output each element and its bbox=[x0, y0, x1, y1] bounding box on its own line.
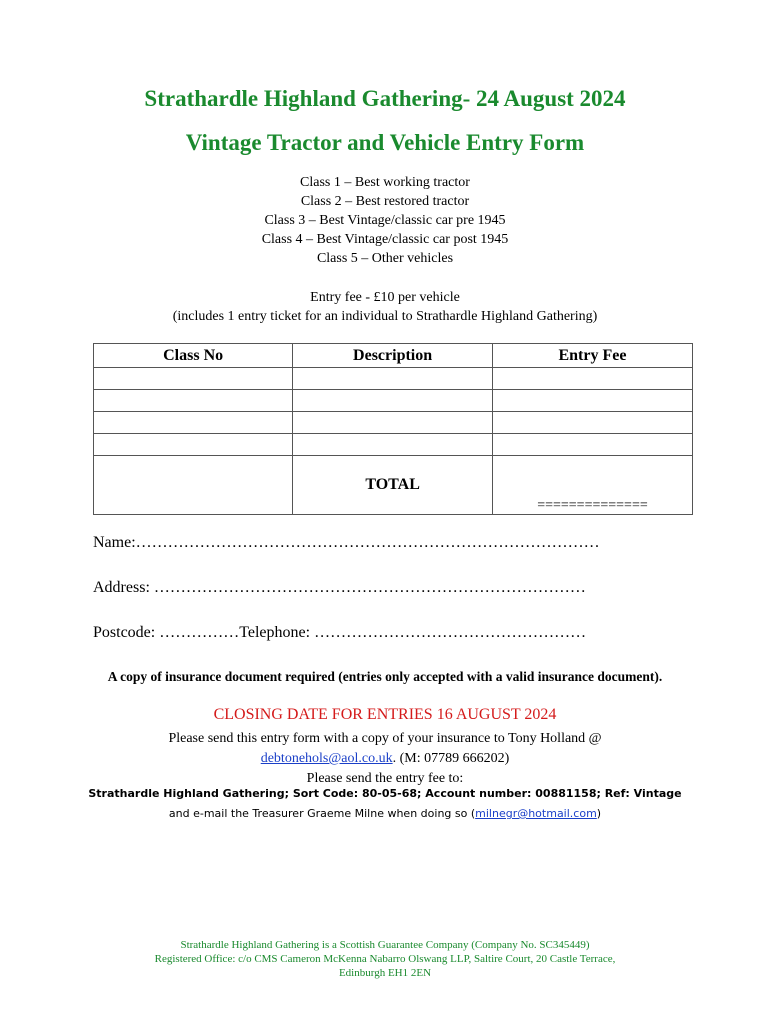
class-item: Class 5 – Other vehicles bbox=[316, 251, 454, 266]
contact-line bbox=[0, 749, 770, 769]
total-fee-cell[interactable]: ============== bbox=[492, 456, 692, 515]
telephone-field[interactable]: Telephone: …………………………………………… bbox=[239, 624, 587, 641]
entry-fee-cell[interactable] bbox=[492, 412, 692, 434]
bank-details: Strathardle Highland Gathering; Sort Code: 80-05-68; Account number: 00881158; Ref: Vintage bbox=[88, 787, 682, 800]
phone-number: . (M: 07789 666202) bbox=[392, 751, 510, 766]
table-header-row bbox=[94, 344, 693, 368]
footer-line: Edinburgh EH1 2EN bbox=[338, 967, 432, 979]
footer-line: Registered Office: c/o CMS Cameron McKenna Nabarro Olswang LLP, Saltire Court, 20 Castle Terrace, bbox=[154, 953, 616, 965]
entry-fee-line: Entry fee - £10 per vehicle bbox=[310, 290, 460, 305]
class-item: Class 1 – Best working tractor bbox=[300, 175, 470, 190]
page-title: Strathardle Highland Gathering- 24 August 2024 bbox=[144, 86, 626, 111]
postcode-field[interactable]: Postcode: …………… bbox=[93, 624, 240, 641]
send-line: Please send this entry form with a copy of your insurance to Tony Holland @ bbox=[168, 731, 602, 746]
class-no-cell[interactable] bbox=[94, 390, 293, 412]
treasurer-close: ) bbox=[596, 807, 602, 820]
class-no-cell[interactable] bbox=[94, 368, 293, 390]
table-row bbox=[94, 368, 693, 390]
treasurer-text: and e-mail the Treasurer Graeme Milne when doing so ( bbox=[168, 807, 476, 820]
description-cell[interactable] bbox=[293, 368, 493, 390]
total-empty-cell bbox=[94, 456, 293, 515]
form-subtitle: Vintage Tractor and Vehicle Entry Form bbox=[185, 130, 585, 155]
total-row bbox=[94, 456, 693, 515]
closing-date: CLOSING DATE FOR ENTRIES 16 AUGUST 2024 bbox=[213, 706, 557, 723]
class-item: Class 4 – Best Vintage/classic car post 1945 bbox=[261, 232, 509, 247]
email-link-tony[interactable]: debtonehols@aol.co.uk bbox=[260, 751, 393, 766]
fee-instruction: Please send the entry fee to: bbox=[306, 771, 464, 786]
table-row bbox=[94, 390, 693, 412]
footer-line: Strathardle Highland Gathering is a Scottish Guarantee Company (Company No. SC345449) bbox=[180, 939, 590, 951]
class-list bbox=[0, 173, 770, 268]
entry-fee-info bbox=[0, 288, 770, 326]
class-no-cell[interactable] bbox=[94, 434, 293, 456]
send-instructions bbox=[0, 729, 770, 789]
entry-fee-cell[interactable] bbox=[492, 434, 692, 456]
description-cell[interactable] bbox=[293, 390, 493, 412]
total-label: TOTAL bbox=[293, 456, 493, 515]
email-link-treasurer[interactable]: milnegr@hotmail.com bbox=[475, 807, 597, 820]
name-field[interactable]: Name:…………………………………………………………………………… bbox=[93, 534, 600, 551]
entry-fee-note: (includes 1 entry ticket for an individual to Strathardle Highland Gathering) bbox=[172, 309, 598, 324]
footer bbox=[0, 938, 770, 980]
entry-table bbox=[93, 343, 693, 515]
postcode-telephone-line bbox=[93, 624, 586, 642]
table-row bbox=[94, 412, 693, 434]
entry-fee-cell[interactable] bbox=[492, 390, 692, 412]
address-field[interactable]: Address: ……………………………………………………………………… bbox=[93, 579, 586, 596]
column-header-description: Description bbox=[293, 344, 493, 368]
column-header-class-no: Class No bbox=[94, 344, 293, 368]
column-header-entry-fee: Entry Fee bbox=[492, 344, 692, 368]
treasurer-line bbox=[0, 807, 770, 820]
class-item: Class 3 – Best Vintage/classic car pre 1945 bbox=[264, 213, 506, 228]
insurance-notice: A copy of insurance document required (entries only accepted with a valid insurance document). bbox=[107, 669, 663, 684]
class-no-cell[interactable] bbox=[94, 412, 293, 434]
table-row bbox=[94, 434, 693, 456]
description-cell[interactable] bbox=[293, 434, 493, 456]
entry-fee-cell[interactable] bbox=[492, 368, 692, 390]
class-item: Class 2 – Best restored tractor bbox=[300, 194, 470, 209]
description-cell[interactable] bbox=[293, 412, 493, 434]
